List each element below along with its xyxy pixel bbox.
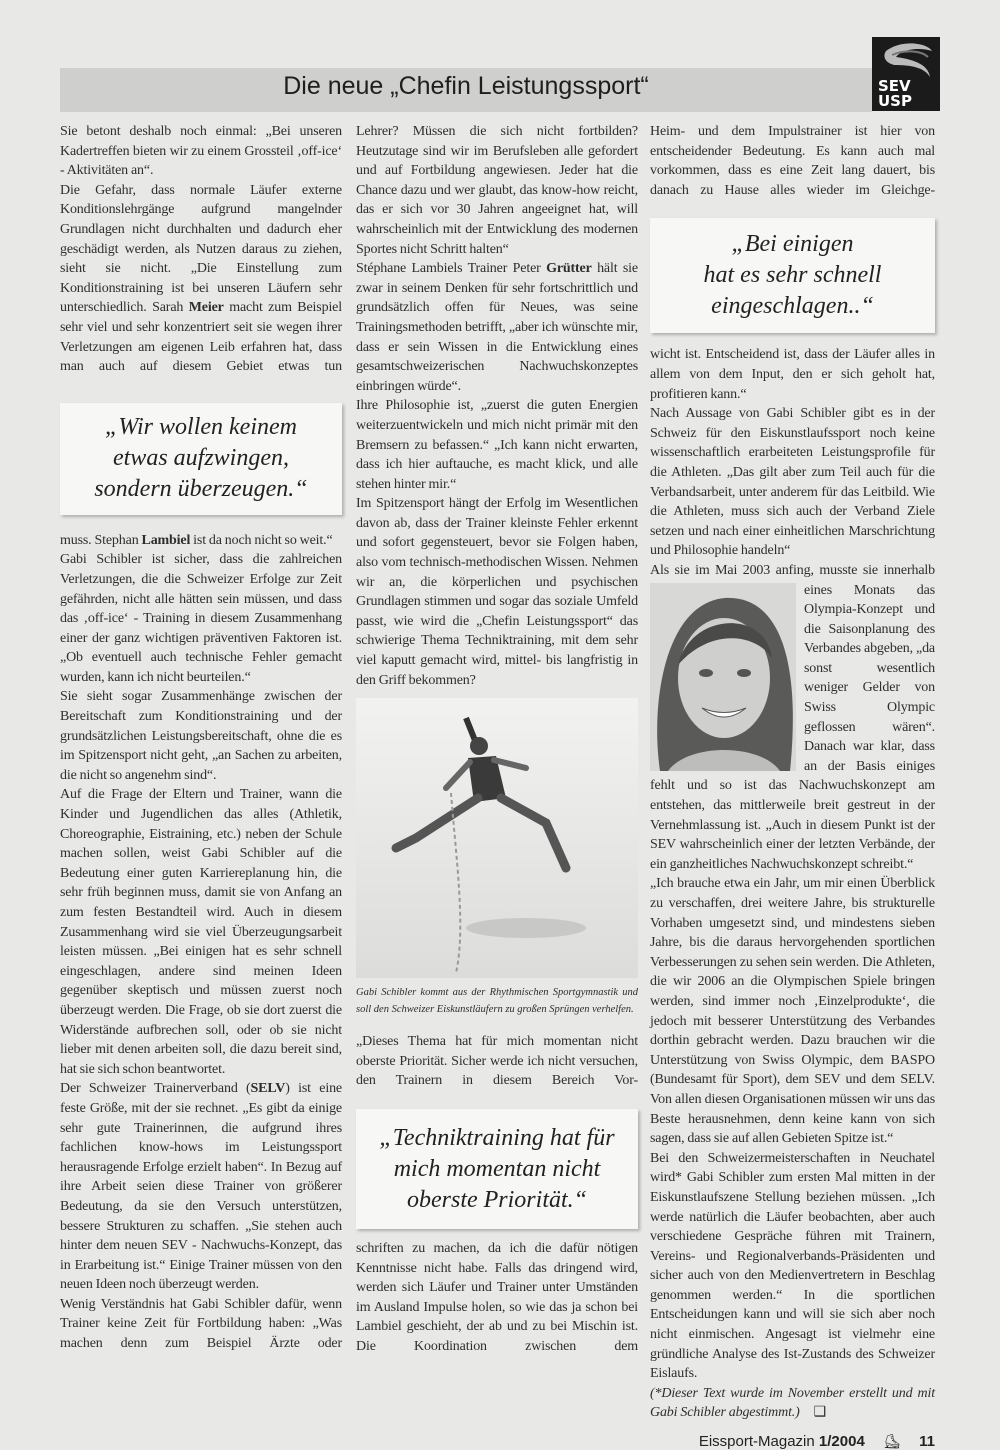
text-run: wicht ist. Entscheidend ist, dass der Läufer alles in allem von dem Input, den er sich geholt hat, profitieren kann.“ xyxy=(650,347,935,402)
paragraph xyxy=(60,1079,342,1295)
quote-line: „Techniktraining hat für xyxy=(379,1124,615,1151)
text-run: „Ich brauche etwa ein Jahr, um mir einen Überblick zu verschaffen, drei weitere Jahre, bis strukturelle Vorhaben umgesetzt sind, und mindestens sieben Jahre, bis die daraus hervorgehenden sportlichen Verbesserungen zu sehen sein werden. Die Athleten, die wir 2006 an die Olympischen Spiele bringen werden, sind immer noch ‚Einzelprodukte‘, die jedoch mit besserer Unterstützung des Verbandes dorthin gebracht werden. Dazu brauchen wir die Unterstützung von Swiss Olympic, dem BASPO (Bundesamt für Sport), dem SEV und dem SELV. Von allen diesen Organisationen müssen wir uns das Beste herausnehmen, denn keine kann von sich sagen, dass sie auf allen Gebieten Spitze ist.“ xyxy=(650,876,935,1147)
text-run: macht zum Beispiel sehr viel und sehr konzentriert seit sie wegen ihrer Verletzungen am eigenen Leib erfahren hat, dass man auch auf diesem Gebiet etwas tun xyxy=(60,300,342,375)
text-run: Gabi Schibler ist sicher, dass die zahlreichen Verletzungen, die die Schweizer Erfolge zur Zeit gefährden, nicht alle hätten sein müssen, und dass das ‚off-ice‘ - Training in diesem Zusammenhang einer der ganz wichtigen präventiven Faktoren ist. „Ob eventuell auch technische Fehler gemacht wurden, kann ich nicht beurteilen.“ xyxy=(60,552,342,685)
column-1 xyxy=(60,122,342,1354)
sev-usp-logo xyxy=(872,37,940,111)
photo-caption: Gabi Schibler kommt aus der Rhythmischen Sportgymnastik und soll den Schweizer Eiskunstläufern zu großen Sprüngen verhelfen. xyxy=(356,987,638,1016)
portrait-photo xyxy=(650,583,796,771)
text-run: Stéphane Lambiels Trainer Peter xyxy=(356,261,547,277)
paragraph xyxy=(60,785,342,1079)
paragraph xyxy=(650,122,935,200)
paragraph xyxy=(650,1384,935,1423)
text-run: Die Gefahr, dass normale Läufer externe Konditionslehrgänge aufgrund mangelnder Grundlagen nicht durchhalten und dadurch eher geschädigt werden, als Nutzen daraus zu ziehen, sieht sie nicht. „Die Einstellung zum Konditionstraining ist bei unseren Läufern sehr unterschiedlich. Sarah xyxy=(60,182,342,316)
text-run: Nach Aussage von Gabi Schibler gibt es in der Schweiz für den Eiskunstlaufssport noch keine wissenschaftlich erarbeiteten Leistungsprofile für die Athleten. „Das gilt aber zum Teil auch für die Verbandsarbeit, unter anderem für das Leitbild. Wie die Athleten, muss sich auch der Verband Ziele setzen und nach einer einheitlichen Marschrichtung und Philosophie handeln“ xyxy=(650,406,935,559)
paragraph xyxy=(356,1239,638,1357)
skater-logo-icon: ⛸ xyxy=(883,1433,901,1450)
footnote: (*Dieser Text wurde im November erstellt und mit Gabi Schibler abgestimmt.) xyxy=(650,1385,935,1421)
text-run: Als sie im Mai 2003 anfing, musste sie innerhalb eines Monats das Olympia-Konzept und die Saisonplanung des Verbandes abgeben, „da sonst wesentlich weniger Gelder von Swiss Olympic geflossen wären“. Danach war klar, dass an der Basis einiges fehlt und so ist das Nachwuchskonzept am entstehen, das mittlerweile breit gestreut in der Vernehmlassung ist. „Auch in diesem Punkt ist der SEV wahrscheinlich einer der letzten Verbände, der ein ganzheitliches Nachwuchskonzept schreibt.“ xyxy=(650,562,935,872)
paragraph xyxy=(356,259,638,396)
quote-line: hat es sehr schnell xyxy=(703,262,882,289)
paragraph xyxy=(356,396,638,494)
text-run: Bei den Schweizermeisterschaften in Neuchatel wird* Gabi Schibler zum ersten Mal mitten in der Eiskunstlaufszene Stellung beziehen müssen. „Ich werde natürlich die Läufer beobachten, aber auch verschiedene Gespräche führen mit Trainern, Vereins- und Regionalverbands-Präsidenten und sicher auch von den Medienvertretern in Beschlag genommen werden.“ In die sportlichen Entscheidungen kann und will sie sich aber noch nicht einmischen. Angesagt ist vielmehr eine gründliche Analyse des Ist-Zustands des Schweizer Eislaufs. xyxy=(650,1150,935,1382)
column-1-top xyxy=(60,122,342,377)
page-title: Die neue „Chefin Leistungssport“ xyxy=(283,72,649,100)
page-footer xyxy=(650,1423,935,1450)
text-run: Ihre Philosophie ist, „zuerst die guten Energien weiterzuentwickeln und mich nicht primär mit den Bremsern zu befassen.“ „Ich kann nicht erwarten, dass ich hier auftauche, es macht klick, und alle stehen hinter mir.“ xyxy=(356,398,638,492)
quote-line: oberste Priorität.“ xyxy=(406,1186,587,1213)
issue-number: 1/2004 xyxy=(818,1433,865,1450)
gymnast-figure-icon xyxy=(356,698,638,978)
paragraph xyxy=(60,531,342,551)
jumping-gymnast-photo xyxy=(356,698,638,978)
pull-quote-3 xyxy=(650,218,935,333)
pull-quote-2 xyxy=(356,1109,638,1229)
magazine-name: Eissport-Magazin xyxy=(698,1433,815,1450)
bold-name: Lambiel xyxy=(141,532,191,548)
paragraph xyxy=(650,1149,935,1384)
paragraph xyxy=(60,181,342,377)
text-run: Heim- und dem Impulstrainer ist hier von entscheidender Bedeutung. Es kann auch mal vorkommen, dass es eine Zeit lang dauert, bis danach zu Hause alles wieder im Gleichge- xyxy=(650,124,935,198)
quote-line: etwas aufzwingen, xyxy=(112,445,289,472)
text-run: ) ist eine feste Größe, mit der sie rechnet. „Es gibt da einige sehr gute Trainerinnen, die aufgrund ihres fachlichen know-hows im Leistungssport herausragende Erfolge erzielt haben“. In Bezug auf ihre Arbeit seien diese Trainer von größerer Bedeutung, da sie den Versuch unterstützen, bessere Strukturen zu schaffen. „Sie stehen auch hinter dem neuen SEV - Nachwuchs-Konzept, das in Erarbeitung ist.“ Einige Trainer müssen von den neuen Ideen noch überzeugt werden. xyxy=(60,1081,342,1293)
quote-line: mich momentan nicht xyxy=(393,1155,601,1182)
column-3 xyxy=(650,122,935,1450)
text-run: Lehrer? Müssen die sich nicht fortbilden? Heutzutage sind wir im Berufsleben alle gefordert und auf Fortbildung angewiesen. Jeder hat die Chance dazu und wer glaubt, das know-how reicht, das er sich vor 30 Jahren angeeignet hat, will wahrscheinlich mit der Entwicklung des modernen Sportes nicht Schritt halten“ xyxy=(356,124,638,257)
paragraph xyxy=(60,687,342,785)
text-run: ist da noch nicht so weit.“ xyxy=(190,532,333,548)
paragraph xyxy=(356,494,638,690)
paragraph xyxy=(356,122,638,259)
text-run: Im Spitzensport hängt der Erfolg im Wesentlichen davon ab, dass der Trainer kleinste Fehler erkennt und sofort gegensteuert, bevor sie Folgen haben, also vom technisch-methodischen Wissen. Nehmen wir an, die körperlichen und psychischen Grundlagen stimmen und sogar das soziale Umfeld passt, wie wird die „Chefin Leistungssport“ das schwierige Thema Techniktraining, mit dem sehr viel kaputt gemacht wird, mittel- bis langfristig in den Griff bekommen? xyxy=(356,496,638,688)
paragraph xyxy=(650,404,935,561)
paragraph xyxy=(60,1295,342,1354)
paragraph xyxy=(650,874,935,1148)
column-2-top xyxy=(356,122,638,690)
text-run: muss. Stephan xyxy=(60,532,142,548)
paragraph xyxy=(650,561,935,875)
text-run: Sie betont deshalb noch einmal: „Bei unseren Kadertreffen bieten wir zu einem Grossteil ‚off-ice‘ - Aktivitäten an“. xyxy=(60,124,342,179)
logo-line-1: SEV xyxy=(878,77,911,95)
column-1-bottom xyxy=(60,531,342,1354)
text-run: Auf die Frage der Eltern und Trainer, wann die Kinder und Jugendlichen das alles (Athletik, Choreographie, Eistraining, etc.) neben der Schule machen sollen, weist Gabi Schibler auf die Bedeutung einer guten Karriereplanung hin, die sehr früh beginnen muss, damit sie von Anfang an zum festen Bestandteil wird. Auch in diesem Zusammenhang wird sie viel Überzeugungsarbeit leisten müssen. „Bei einigen hat es sehr schnell eingeschlagen, andere sind meinen Ideen gegenüber skeptisch und müssen zuerst noch überzeugt werden. Die Frage, ob sie dort zuerst die Widerstände aufbrechen soll, oder ob sie nicht lieber mit denen arbeiten soll, die dazu bereit sind, hat sie sich schon beantwortet. xyxy=(60,787,342,1077)
quote-line: sondern überzeugen.“ xyxy=(94,476,308,503)
pull-quote-1 xyxy=(60,403,342,515)
paragraph xyxy=(650,345,935,404)
paragraph xyxy=(60,550,342,687)
quote-line: „Bei einigen xyxy=(731,231,854,258)
portrait-face-icon xyxy=(650,583,796,771)
column-3-bottom xyxy=(650,345,935,1423)
logo-line-2: USP xyxy=(878,92,912,110)
text-run: Wenig Verständnis hat Gabi Schibler dafür, wenn Trainer keine Zeit für Fortbildung haben: „Was machen denn zum Beispiel Ärzte oder xyxy=(60,1296,342,1352)
text-run: „Dieses Thema hat für mich momentan nicht oberste Priorität. Sicher werde ich nicht versuchen, den Trainern in diesem Bereich Vor- xyxy=(356,1034,638,1089)
column-3-top xyxy=(650,122,935,200)
bold-name: Grütter xyxy=(546,261,592,277)
bold-name: Meier xyxy=(188,300,224,316)
end-mark: ❑ xyxy=(813,1405,827,1421)
column-2-bottom xyxy=(356,1239,638,1357)
text-run: Sie sieht sogar Zusammenhänge zwischen der Bereitschaft zum Konditionstraining und der grundsätzlichen Leistungsbereitschaft, ohne die es im Spitzensport nicht geht, „an Sachen zu arbeiten, die nicht so angenehm sind“. xyxy=(60,689,342,783)
column-2-middle xyxy=(356,1032,638,1091)
quote-line: „Wir wollen keinem xyxy=(105,414,297,441)
bold-name: SELV xyxy=(250,1081,286,1097)
paragraph xyxy=(60,122,342,181)
paragraph xyxy=(356,1032,638,1091)
text-run: schriften zu machen, da ich die dafür nötigen Kenntnisse nicht habe. Falls das dringend wird, werden sich Läufer und Trainer unter Umständen im Ausland Impulse holen, so wie das ja schon bei Lambiel geschieht, der ab und zu bei Mischin ist. Die Koordination zwischen dem xyxy=(356,1241,638,1354)
page-number: 11 xyxy=(919,1433,935,1450)
quote-line: eingeschlagen..“ xyxy=(711,293,874,320)
text-run: Der Schweizer Trainerverband ( xyxy=(60,1081,251,1097)
text-run: hält sie zwar in seinem Denken für sehr fortschrittlich und grundsätzlich offen für Neues, was seine Trainingsmethoden betrifft, „aber ich wünschte mir, dass er sein Wissen in die Entwicklung eines gesamtschweizerischen Nachwuchskonzeptes einbringen würde“. xyxy=(356,261,638,394)
column-2 xyxy=(356,122,638,1357)
